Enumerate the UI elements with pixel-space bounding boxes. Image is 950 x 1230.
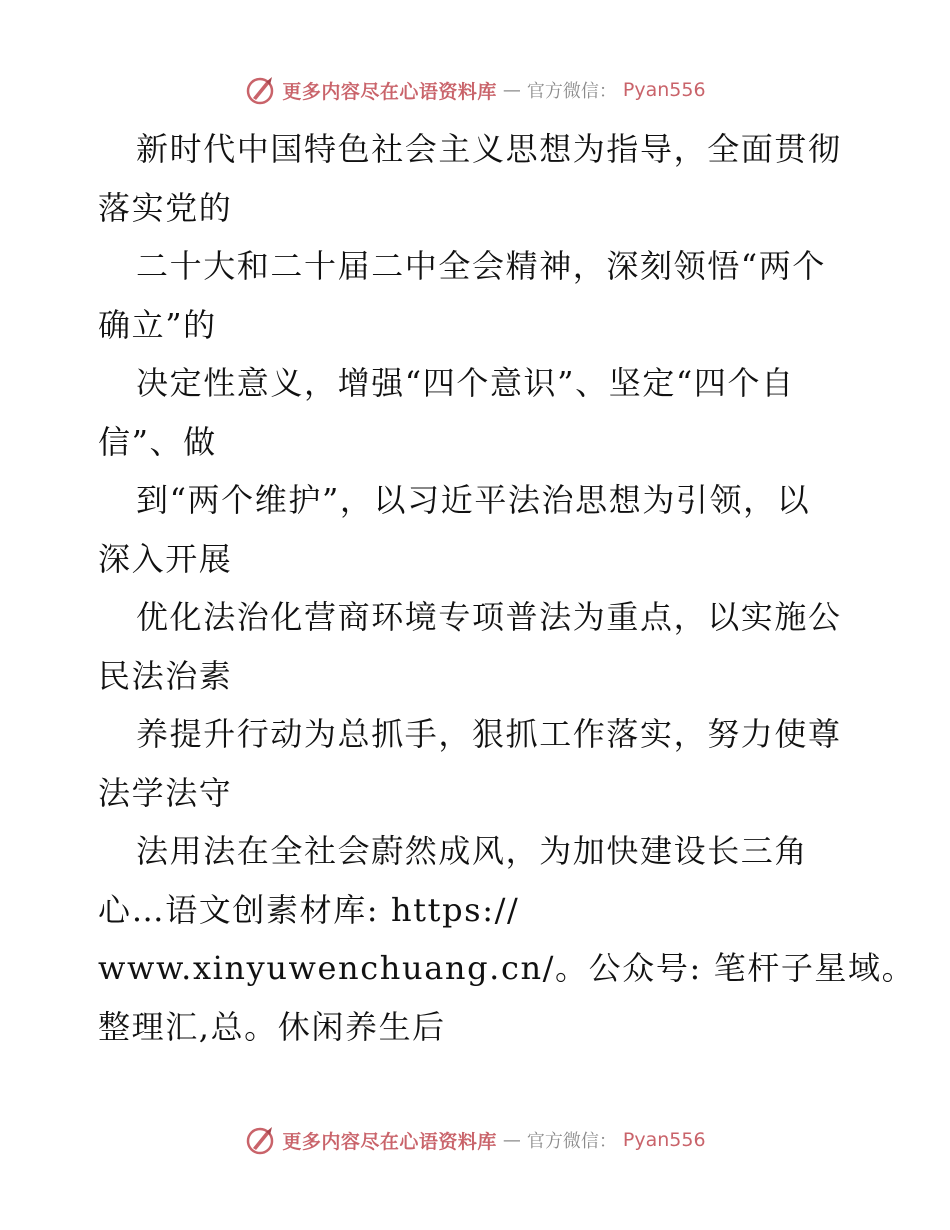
body-line: 到“两个维护”，以习近平法治思想为引领，以 bbox=[136, 481, 811, 519]
body-line: 优化法治化营商环境专项普法为重点，以实施公 bbox=[136, 598, 842, 636]
watermark-wechat-id: Pyan556 bbox=[622, 79, 706, 101]
body-line: 信”、做 bbox=[98, 422, 217, 461]
body-line-url: www.xinyuwenchuang.cn/。公众号: 笔杆子星域。 bbox=[98, 949, 916, 987]
header-watermark bbox=[0, 72, 950, 108]
document-body bbox=[98, 120, 916, 1056]
body-line: 心…语文创素材库: https:// bbox=[98, 890, 520, 929]
body-line: 新时代中国特色社会主义思想为指导，全面贯彻 bbox=[136, 130, 842, 168]
body-line: 确立”的 bbox=[98, 305, 217, 344]
watermark-brand: 更多内容尽在心语资料库 bbox=[282, 80, 497, 103]
body-line: 深入开展 bbox=[98, 539, 233, 578]
watermark-wechat-id: Pyan556 bbox=[622, 1129, 706, 1151]
body-line: 养提升行动为总抓手，狠抓工作落实，努力使尊 bbox=[136, 715, 842, 753]
body-line: 整理汇,总。休闲养生后 bbox=[98, 1007, 446, 1046]
body-line: 民法治素 bbox=[98, 656, 233, 695]
body-line: 决定性意义，增强“四个意识”、坚定“四个自 bbox=[136, 364, 795, 402]
watermark-brand: 更多内容尽在心语资料库 bbox=[282, 1130, 497, 1153]
watermark-label: 官方微信： bbox=[526, 81, 617, 102]
body-line: 落实党的 bbox=[98, 188, 233, 227]
watermark-label: 官方微信： bbox=[526, 1131, 617, 1152]
footer-watermark bbox=[0, 1122, 950, 1158]
watermark-dash: — bbox=[502, 79, 521, 101]
body-line: 二十大和二十届二中全会精神，深刻领悟“两个 bbox=[136, 247, 826, 285]
body-line: 法用法在全社会蔚然成风，为加快建设长三角 bbox=[136, 832, 809, 870]
quill-logo-icon bbox=[244, 1124, 276, 1156]
quill-logo-icon bbox=[244, 74, 276, 106]
watermark-dash: — bbox=[502, 1129, 521, 1151]
body-line: 法学法守 bbox=[98, 773, 233, 812]
